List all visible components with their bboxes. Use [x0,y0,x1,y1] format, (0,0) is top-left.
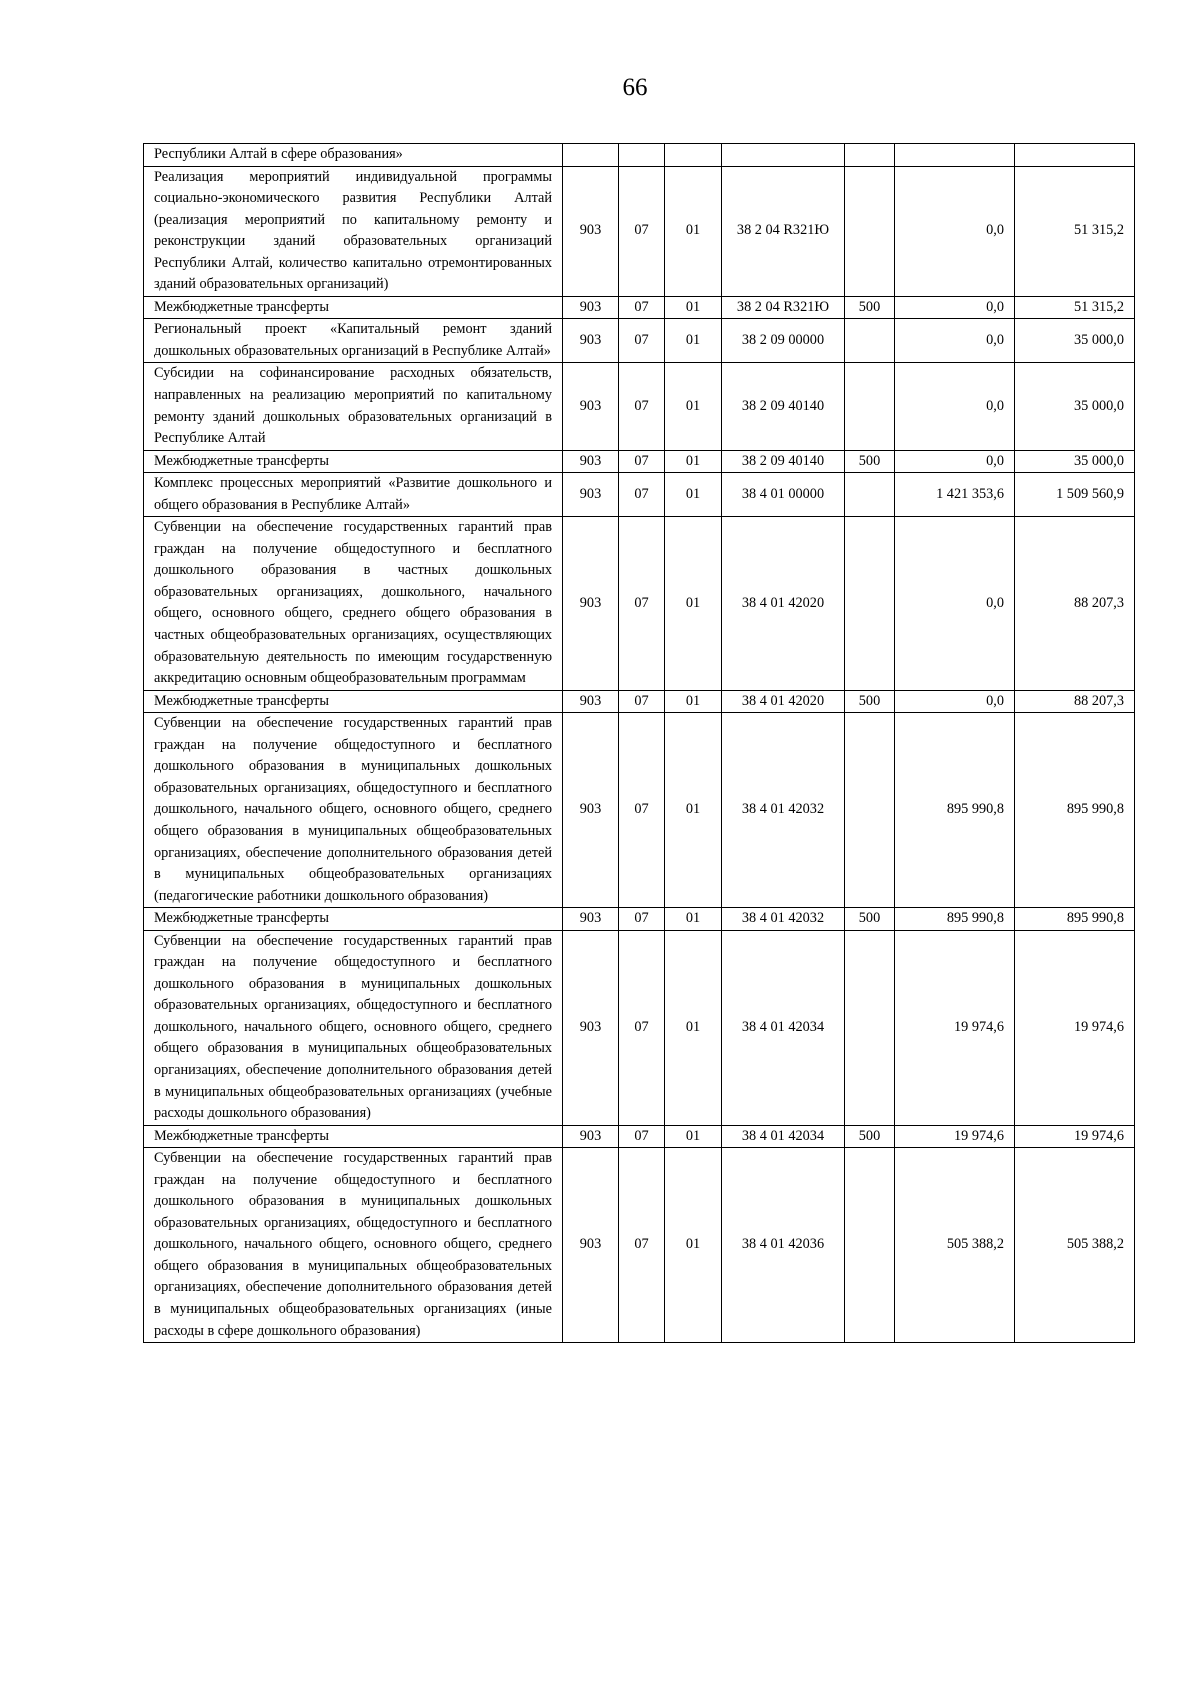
row-vr-cell [845,166,895,296]
row-vr-cell: 500 [845,1125,895,1148]
table-row [144,930,1135,1125]
row-sum2-cell: 19 974,6 [1015,930,1135,1125]
row-name-cell: Региональный проект «Капитальный ремонт зданий дошкольных образовательных организаций в Республике Алтай» [144,319,563,363]
row-csr-cell: 38 2 09 40140 [722,450,845,473]
table-row [144,517,1135,690]
row-rz-cell: 07 [619,908,665,931]
row-rz-cell: 07 [619,450,665,473]
row-sum1-cell: 19 974,6 [895,930,1015,1125]
row-sum2-cell: 35 000,0 [1015,319,1135,363]
row-ved-cell: 903 [563,1148,619,1343]
row-ved-cell: 903 [563,319,619,363]
row-csr-cell: 38 2 04 R321Ю [722,296,845,319]
row-rz-cell: 07 [619,296,665,319]
table-body [144,144,1135,1343]
row-rz-cell: 07 [619,930,665,1125]
row-name-cell: Межбюджетные трансферты [144,690,563,713]
row-vr-cell: 500 [845,296,895,319]
table-row [144,1125,1135,1148]
row-ved-cell: 903 [563,690,619,713]
row-ved-cell: 903 [563,363,619,450]
row-ved-cell: 903 [563,930,619,1125]
row-rz-cell: 07 [619,363,665,450]
table-row [144,363,1135,450]
row-sum1-cell: 505 388,2 [895,1148,1015,1343]
row-csr-cell [722,144,845,167]
row-sum1-cell: 0,0 [895,450,1015,473]
row-vr-cell [845,144,895,167]
row-rz-cell: 07 [619,690,665,713]
row-name-cell: Субсидии на софинансирование расходных обязательств, направленных на реализацию мероприятий по капитальному ремонту зданий дошкольных образовательных организаций в Республике Алтай [144,363,563,450]
row-name-cell: Комплекс процессных мероприятий «Развитие дошкольного и общего образования в Республике Алтай» [144,473,563,517]
row-pr-cell: 01 [665,296,722,319]
table-row [144,166,1135,296]
row-name-cell: Республики Алтай в сфере образования» [144,144,563,167]
table-row [144,908,1135,931]
row-pr-cell: 01 [665,166,722,296]
table-row [144,144,1135,167]
row-sum2-cell: 51 315,2 [1015,166,1135,296]
row-vr-cell: 500 [845,450,895,473]
row-ved-cell: 903 [563,450,619,473]
row-sum1-cell: 895 990,8 [895,908,1015,931]
row-sum1-cell: 0,0 [895,517,1015,690]
row-sum1-cell: 0,0 [895,296,1015,319]
row-sum2-cell: 895 990,8 [1015,713,1135,908]
row-csr-cell: 38 2 09 40140 [722,363,845,450]
table-row [144,473,1135,517]
table-row [144,450,1135,473]
row-pr-cell: 01 [665,363,722,450]
row-rz-cell: 07 [619,517,665,690]
row-sum2-cell: 1 509 560,9 [1015,473,1135,517]
row-pr-cell: 01 [665,690,722,713]
budget-table [143,143,1135,1343]
row-pr-cell: 01 [665,517,722,690]
row-ved-cell: 903 [563,296,619,319]
table-row [144,690,1135,713]
row-ved-cell: 903 [563,517,619,690]
row-sum1-cell: 0,0 [895,166,1015,296]
row-sum2-cell: 35 000,0 [1015,363,1135,450]
row-name-cell: Субвенции на обеспечение государственных гарантий прав граждан на получение общедоступного и бесплатного дошкольного образования в частных дошкольных образовательных организациях, дошкольного, начального общего, основного общего, среднего общего образования в частных общеобразовательных организациях, осуществляющих образовательную деятельность по имеющим государственную аккредитацию основным общеобразовательным программам [144,517,563,690]
row-vr-cell [845,713,895,908]
row-csr-cell: 38 2 04 R321Ю [722,166,845,296]
table-row [144,296,1135,319]
row-sum2-cell: 19 974,6 [1015,1125,1135,1148]
row-vr-cell: 500 [845,908,895,931]
row-pr-cell [665,144,722,167]
row-sum1-cell: 0,0 [895,319,1015,363]
row-csr-cell: 38 4 01 42032 [722,908,845,931]
row-ved-cell: 903 [563,713,619,908]
row-sum1-cell: 0,0 [895,363,1015,450]
row-vr-cell [845,363,895,450]
row-vr-cell: 500 [845,690,895,713]
row-name-cell: Межбюджетные трансферты [144,908,563,931]
row-pr-cell: 01 [665,1125,722,1148]
row-sum1-cell: 1 421 353,6 [895,473,1015,517]
row-name-cell: Реализация мероприятий индивидуальной программы социально-экономического развития Республики Алтай (реализация мероприятий по капитальному ремонту и реконструкции зданий образовательных организаций Республики Алтай, количество капитально отремонтированных зданий образовательных организаций) [144,166,563,296]
row-vr-cell [845,517,895,690]
row-sum1-cell: 0,0 [895,690,1015,713]
row-sum1-cell: 895 990,8 [895,713,1015,908]
row-sum2-cell: 51 315,2 [1015,296,1135,319]
row-vr-cell [845,1148,895,1343]
row-sum1-cell [895,144,1015,167]
row-name-cell: Субвенции на обеспечение государственных гарантий прав граждан на получение общедоступного и бесплатного дошкольного образования в муниципальных дошкольных образовательных организациях, общедоступного и бесплатного дошкольного, начального общего, основного общего, среднего общего образования в муниципальных общеобразовательных организациях, обеспечение дополнительного образования детей в муниципальных общеобразовательных организациях (учебные расходы дошкольного образования) [144,930,563,1125]
row-csr-cell: 38 4 01 42032 [722,713,845,908]
row-sum2-cell: 505 388,2 [1015,1148,1135,1343]
row-sum2-cell: 88 207,3 [1015,517,1135,690]
row-rz-cell: 07 [619,713,665,908]
row-vr-cell [845,473,895,517]
row-ved-cell [563,144,619,167]
row-rz-cell: 07 [619,473,665,517]
row-csr-cell: 38 4 01 42020 [722,690,845,713]
row-rz-cell [619,144,665,167]
table-row [144,319,1135,363]
row-ved-cell: 903 [563,166,619,296]
row-name-cell: Межбюджетные трансферты [144,296,563,319]
row-sum2-cell [1015,144,1135,167]
row-csr-cell: 38 4 01 42036 [722,1148,845,1343]
row-sum2-cell: 895 990,8 [1015,908,1135,931]
row-name-cell: Межбюджетные трансферты [144,450,563,473]
row-csr-cell: 38 4 01 42020 [722,517,845,690]
page-number: 66 [622,74,648,101]
table-row [144,1148,1135,1343]
row-sum1-cell: 19 974,6 [895,1125,1015,1148]
row-csr-cell: 38 2 09 00000 [722,319,845,363]
row-pr-cell: 01 [665,1148,722,1343]
row-name-cell: Субвенции на обеспечение государственных гарантий прав граждан на получение общедоступного и бесплатного дошкольного образования в муниципальных дошкольных образовательных организациях, общедоступного и бесплатного дошкольного, начального общего, основного общего, среднего общего образования в муниципальных общеобразовательных организациях, обеспечение дополнительного образования детей в муниципальных общеобразовательных организациях (педагогические работники дошкольного образования) [144,713,563,908]
row-pr-cell: 01 [665,908,722,931]
row-sum2-cell: 88 207,3 [1015,690,1135,713]
row-csr-cell: 38 4 01 00000 [722,473,845,517]
row-sum2-cell: 35 000,0 [1015,450,1135,473]
table-row [144,713,1135,908]
row-rz-cell: 07 [619,1148,665,1343]
row-vr-cell [845,930,895,1125]
row-pr-cell: 01 [665,473,722,517]
row-pr-cell: 01 [665,930,722,1125]
row-pr-cell: 01 [665,713,722,908]
row-pr-cell: 01 [665,319,722,363]
row-ved-cell: 903 [563,473,619,517]
row-name-cell: Межбюджетные трансферты [144,1125,563,1148]
row-pr-cell: 01 [665,450,722,473]
row-csr-cell: 38 4 01 42034 [722,1125,845,1148]
row-rz-cell: 07 [619,319,665,363]
row-csr-cell: 38 4 01 42034 [722,930,845,1125]
row-ved-cell: 903 [563,1125,619,1148]
row-ved-cell: 903 [563,908,619,931]
row-vr-cell [845,319,895,363]
row-rz-cell: 07 [619,166,665,296]
row-rz-cell: 07 [619,1125,665,1148]
row-name-cell: Субвенции на обеспечение государственных гарантий прав граждан на получение общедоступного и бесплатного дошкольного образования в муниципальных дошкольных образовательных организациях, общедоступного и бесплатного дошкольного, начального общего, основного общего, среднего общего образования в муниципальных общеобразовательных организациях, обеспечение дополнительного образования детей в муниципальных общеобразовательных организациях (иные расходы в сфере дошкольного образования) [144,1148,563,1343]
